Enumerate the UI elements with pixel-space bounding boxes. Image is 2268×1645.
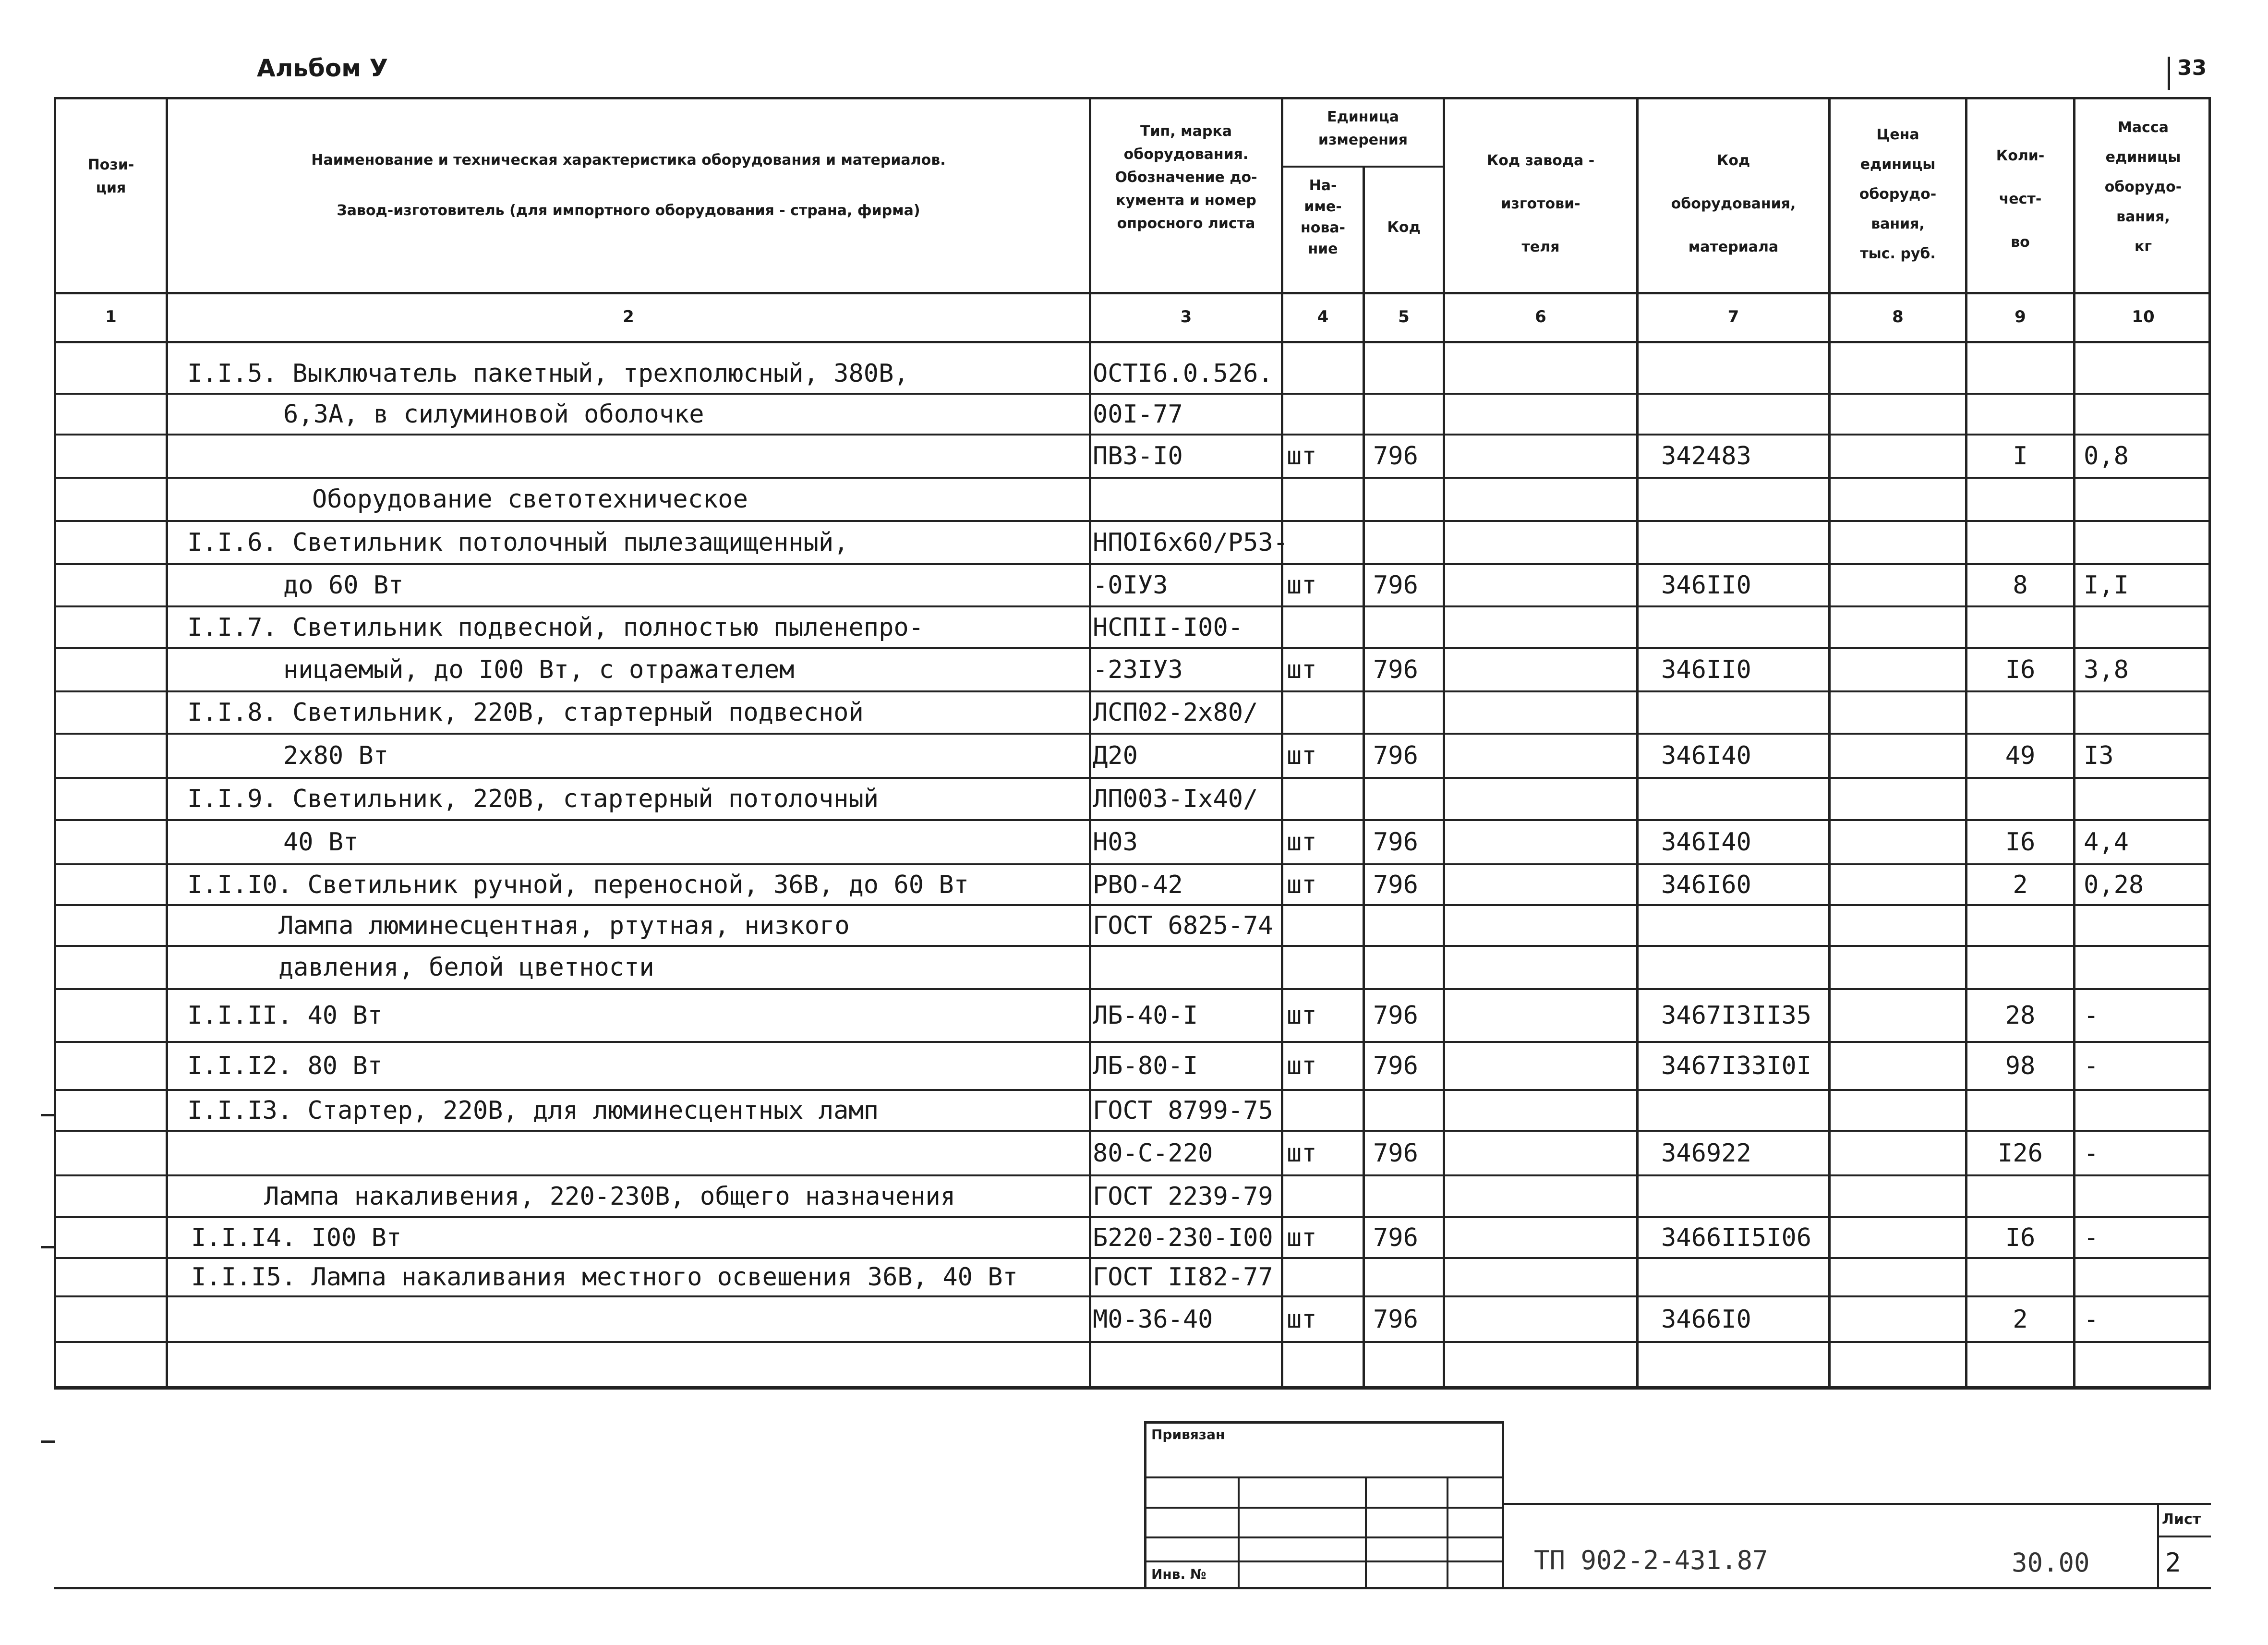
row-mass: - xyxy=(2084,1001,2099,1030)
row-divider xyxy=(54,647,2211,649)
row-divider xyxy=(54,690,2211,692)
row-unit: шт xyxy=(1287,828,1317,857)
row-qty: 98 xyxy=(2005,1052,2036,1080)
row-divider xyxy=(54,393,2211,395)
row-name: I.I.I4. I00 Вт xyxy=(191,1223,402,1252)
header-unit-price: Цена единицы оборудо- вания, тыс. руб. xyxy=(1859,126,1937,262)
row-type: 00I-77 xyxy=(1093,399,1183,429)
row-divider xyxy=(54,733,2211,735)
row-name: I.I.7. Светильник подвесной, полностью пыленепро- xyxy=(187,613,924,642)
row-type: Н03 xyxy=(1093,828,1138,857)
margin-tick-1 xyxy=(41,1114,55,1116)
row-qty: 28 xyxy=(2005,1001,2036,1030)
row-divider xyxy=(54,863,2211,865)
row-divider xyxy=(54,945,2211,947)
col-divider-6 xyxy=(1636,97,1639,1389)
row-type: ЛП003-Iх40/ xyxy=(1093,785,1258,813)
title-block-privyazan: Привязан xyxy=(1151,1427,1225,1442)
row-type: ОСТI6.0.526. xyxy=(1093,359,1273,388)
row-qty: 2 xyxy=(2013,1305,2028,1334)
row-code: 796 xyxy=(1373,571,1418,600)
colnum-5: 5 xyxy=(1398,307,1410,327)
row-equip: 346922 xyxy=(1661,1138,1751,1168)
title-block-frame-top xyxy=(1504,1503,2211,1505)
row-unit: шт xyxy=(1287,1223,1317,1252)
colnum-4: 4 xyxy=(1317,307,1329,327)
stamp-row-line-4 xyxy=(1144,1560,1504,1562)
row-qty: I26 xyxy=(1998,1138,2043,1168)
title-block-section: 30.00 xyxy=(2012,1548,2090,1578)
row-name: 2х80 Вт xyxy=(283,741,389,770)
margin-tick-2 xyxy=(41,1246,55,1248)
col-divider-5 xyxy=(1443,97,1445,1389)
stamp-row-line-1 xyxy=(1144,1476,1504,1478)
colnum-bottom-line xyxy=(54,341,2211,343)
header-type: Тип, марка оборудования. Обозначение до- кумента и номер опросного листа xyxy=(1115,123,1257,232)
page-number-tick xyxy=(2168,57,2170,90)
row-divider xyxy=(54,819,2211,821)
row-type: ГОСТ 2239-79 xyxy=(1093,1182,1273,1211)
title-block-sheet-number: 2 xyxy=(2165,1548,2181,1578)
row-unit: шт xyxy=(1287,741,1317,770)
row-mass: 0,28 xyxy=(2084,870,2144,899)
colnum-3: 3 xyxy=(1180,307,1192,327)
row-divider xyxy=(54,904,2211,906)
row-equip: 342483 xyxy=(1661,442,1751,471)
header-name-line2: Завод-изготовитель (для импортного оборудования - страна, фирма) xyxy=(337,202,920,219)
row-name: Лампа люминесцентная, ртутная, низкого xyxy=(278,911,850,940)
row-divider xyxy=(54,1388,2211,1390)
row-mass: - xyxy=(2084,1138,2099,1168)
row-divider xyxy=(54,1130,2211,1132)
header-unit-code: Код xyxy=(1387,219,1421,236)
row-name: 40 Вт xyxy=(283,828,359,857)
colnum-1: 1 xyxy=(105,307,117,327)
row-mass: - xyxy=(2084,1305,2099,1334)
col-divider-2 xyxy=(1089,97,1091,1389)
page-number: 33 xyxy=(2177,56,2207,80)
row-type: НСПII-I00- xyxy=(1093,613,1243,642)
row-equip: 3467I3II35 xyxy=(1661,1001,1812,1030)
row-qty: I6 xyxy=(2005,655,2036,684)
row-divider xyxy=(54,1295,2211,1297)
row-name: I.I.8. Светильник, 220В, стартерный подвесной xyxy=(187,698,864,727)
row-type: М0-36-40 xyxy=(1093,1305,1213,1334)
row-name: I.I.I5. Лампа накаливания местного освешения 36В, 40 Вт xyxy=(191,1263,1018,1292)
row-code: 796 xyxy=(1373,655,1418,684)
stamp-col-line-1 xyxy=(1238,1476,1240,1589)
row-qty: 49 xyxy=(2005,741,2036,770)
row-equip: 346II0 xyxy=(1661,655,1751,684)
header-position: Пози- ция xyxy=(87,157,134,196)
row-qty: 8 xyxy=(2013,571,2028,600)
row-code: 796 xyxy=(1373,442,1418,471)
header-bottom-line xyxy=(54,292,2211,294)
row-divider xyxy=(54,1089,2211,1091)
row-divider xyxy=(54,477,2211,479)
row-name: I.I.II. 40 Вт xyxy=(187,1001,383,1030)
row-unit: шт xyxy=(1287,1305,1317,1334)
stamp-col-line-3 xyxy=(1447,1476,1448,1589)
row-mass: 0,8 xyxy=(2084,442,2129,471)
row-equip: 3466II5I06 xyxy=(1661,1223,1812,1252)
row-type: ГОСТ 6825-74 xyxy=(1093,911,1273,940)
header-quantity: Коли- чест- во xyxy=(1996,147,2045,251)
stamp-row-line-2 xyxy=(1144,1507,1504,1509)
unit-group-divider xyxy=(1281,166,1444,168)
row-type: ПВЗ-I0 xyxy=(1093,442,1183,471)
row-code: 796 xyxy=(1373,1223,1418,1252)
row-name: I.I.I0. Светильник ручной, переносной, 36В, до 60 Вт xyxy=(187,870,969,899)
row-equip: 346I40 xyxy=(1661,741,1751,770)
row-name: ницаемый, до I00 Вт, с отражателем xyxy=(283,655,795,684)
col-divider-7 xyxy=(1828,97,1831,1389)
row-equip: 346II0 xyxy=(1661,571,1751,600)
row-code: 796 xyxy=(1373,828,1418,857)
row-name: 6,3А, в силуминовой оболочке xyxy=(283,399,704,429)
row-divider xyxy=(54,605,2211,607)
row-type: ЛБ-80-I xyxy=(1093,1052,1198,1080)
row-name: давления, белой цветности xyxy=(278,953,654,982)
row-name: до 60 Вт xyxy=(283,571,404,600)
row-code: 796 xyxy=(1373,741,1418,770)
row-type: НПОI6х60/Р53- xyxy=(1093,528,1288,557)
row-mass: - xyxy=(2084,1223,2099,1252)
row-qty: 2 xyxy=(2013,870,2028,899)
title-block-inv-no: Инв. № xyxy=(1151,1566,1206,1582)
row-equip: 346I40 xyxy=(1661,828,1751,857)
row-type: ЛСП02-2х80/ xyxy=(1093,698,1258,727)
row-qty: I6 xyxy=(2005,828,2036,857)
col-divider-1 xyxy=(166,97,168,1389)
header-name-line1: Наименование и техническая характеристика оборудования и материалов. xyxy=(311,152,946,169)
title-block-frame-bottom xyxy=(54,1587,2211,1589)
row-code: 796 xyxy=(1373,870,1418,899)
stamp-col-line-2 xyxy=(1365,1476,1367,1589)
row-type: Б220-230-I00 xyxy=(1093,1223,1273,1252)
row-mass: 4,4 xyxy=(2084,828,2129,857)
row-equip: 3467I33I0I xyxy=(1661,1052,1812,1080)
colnum-9: 9 xyxy=(2015,307,2026,327)
colnum-2: 2 xyxy=(623,307,634,327)
row-name: I.I.9. Светильник, 220В, стартерный потолочный xyxy=(187,785,879,813)
col-divider-9 xyxy=(2073,97,2075,1389)
row-divider xyxy=(54,1041,2211,1043)
row-qty: I6 xyxy=(2005,1223,2036,1252)
row-code: 796 xyxy=(1373,1305,1418,1334)
stamp-row-line-3 xyxy=(1144,1536,1504,1538)
row-name: Лампа накаливения, 220-230В, общего назначения xyxy=(264,1182,956,1211)
row-divider xyxy=(54,1174,2211,1176)
row-name: I.I.I2. 80 Вт xyxy=(187,1052,383,1080)
row-type: -0IУ3 xyxy=(1093,571,1168,600)
row-unit: шт xyxy=(1287,1052,1317,1080)
album-title: Альбом У xyxy=(257,54,388,82)
row-type: ГОСТ II82-77 xyxy=(1093,1263,1273,1292)
colnum-10: 10 xyxy=(2132,307,2155,327)
row-unit: шт xyxy=(1287,1138,1317,1168)
row-mass: 3,8 xyxy=(2084,655,2129,684)
row-type: -23IУ3 xyxy=(1093,655,1183,684)
row-unit: шт xyxy=(1287,870,1317,899)
row-divider xyxy=(54,563,2211,565)
row-name: I.I.6. Светильник потолочный пылезащищенный, xyxy=(187,528,849,557)
col-divider-3 xyxy=(1281,97,1283,1389)
row-equip: 346I60 xyxy=(1661,870,1751,899)
row-unit: шт xyxy=(1287,655,1317,684)
row-mass: I,I xyxy=(2084,571,2129,600)
row-divider xyxy=(54,1216,2211,1218)
margin-tick-3 xyxy=(41,1440,55,1443)
header-unit-name: На- име- нова- ние xyxy=(1300,177,1346,257)
row-unit: шт xyxy=(1287,571,1317,600)
sheet-box-left xyxy=(2157,1503,2159,1589)
row-code: 796 xyxy=(1373,1138,1418,1168)
row-divider xyxy=(54,520,2211,522)
row-type: Д20 xyxy=(1093,741,1138,770)
row-divider xyxy=(54,988,2211,990)
row-unit: шт xyxy=(1287,1001,1317,1030)
sheet-box-mid xyxy=(2157,1536,2211,1537)
row-code: 796 xyxy=(1373,1052,1418,1080)
row-divider xyxy=(54,1257,2211,1259)
row-mass: - xyxy=(2084,1052,2099,1080)
row-divider xyxy=(54,1341,2211,1343)
row-equip: 3466I0 xyxy=(1661,1305,1751,1334)
row-type: ЛБ-40-I xyxy=(1093,1001,1198,1030)
row-name: I.I.5. Выключатель пакетный, трехполюсный, 380В, xyxy=(187,359,909,388)
row-unit: шт xyxy=(1287,442,1317,471)
colnum-8: 8 xyxy=(1892,307,1904,327)
row-qty: I xyxy=(2013,442,2028,471)
row-divider xyxy=(54,777,2211,779)
title-block-document-code: ТП 902-2-431.87 xyxy=(1534,1545,1768,1575)
row-name: I.I.I3. Стартер, 220В, для люминесцентных ламп xyxy=(187,1096,879,1125)
header-equipment-code: Код оборудования, материала xyxy=(1671,152,1796,255)
row-type: ГОСТ 8799-75 xyxy=(1093,1096,1273,1125)
row-mass: I3 xyxy=(2084,741,2114,770)
row-code: 796 xyxy=(1373,1001,1418,1030)
header-mass: Масса единицы оборудо- вания, кг xyxy=(2104,119,2182,255)
header-unit-group: Единица измерения xyxy=(1318,109,1408,148)
row-divider xyxy=(54,434,2211,435)
colnum-7: 7 xyxy=(1727,307,1739,327)
header-factory-code: Код завода - изготови- теля xyxy=(1486,152,1595,255)
colnum-6: 6 xyxy=(1535,307,1546,327)
row-type: 80-С-220 xyxy=(1093,1138,1213,1168)
row-type: РВО-42 xyxy=(1093,870,1183,899)
row-name: Оборудование светотехническое xyxy=(312,485,748,514)
title-block-sheet-label: Лист xyxy=(2162,1511,2201,1528)
